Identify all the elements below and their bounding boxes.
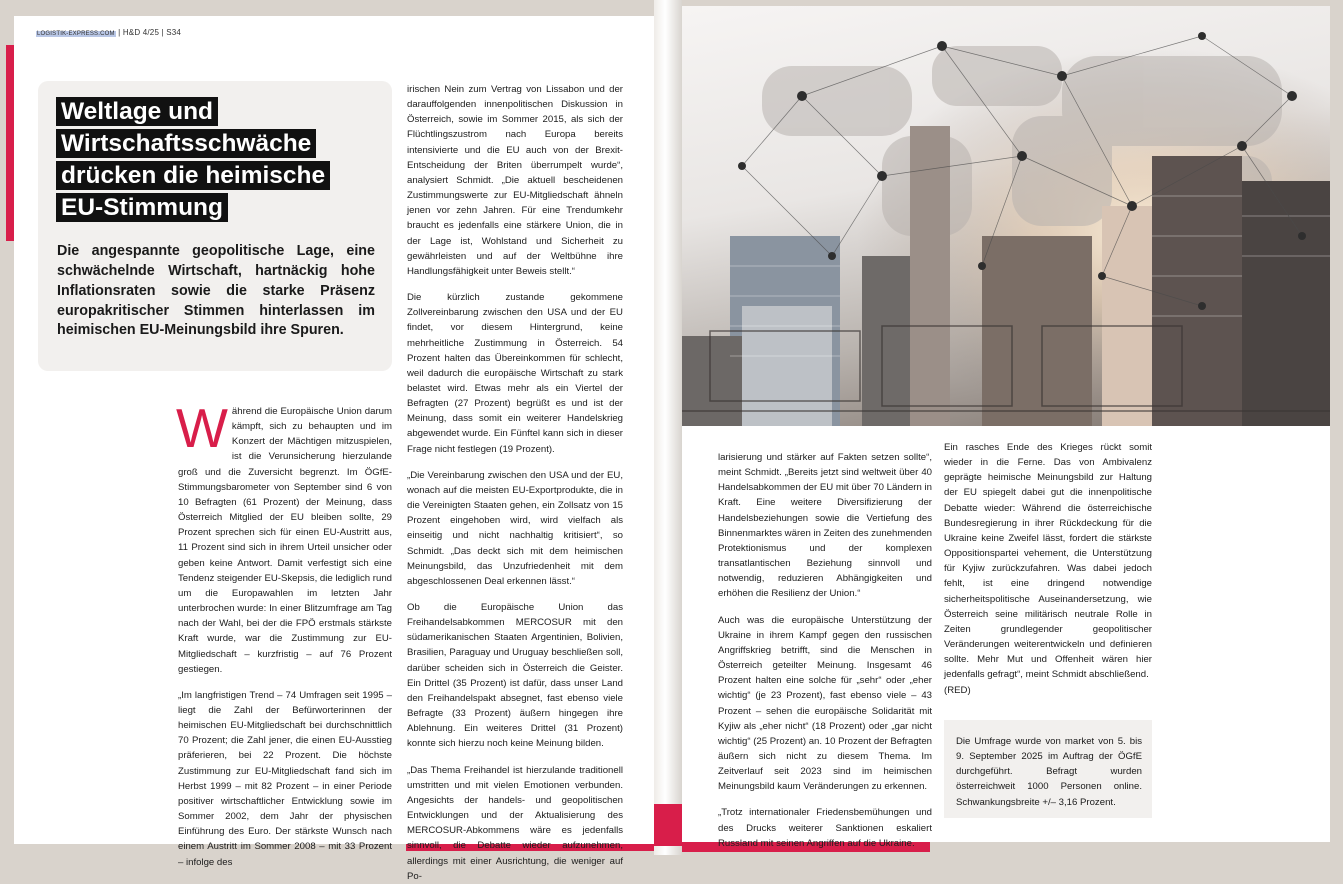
paragraph: Die kürzlich zustande gekommene Zollvereinbarung zwischen den USA und der EU findet, vor diesem Hintergrund, keine mehrheitliche Zustimmung in Österreich. 54 Prozent halten das Übereinkommen für schlecht, weil dadurch die europäische Wirtschaft zu stark belastet wird. Etwas mehr als ein Viertel der Befragten (27 Prozent) begrüßt es und ist der Meinung, dass somit ein weiterer Handelskrieg abgewendet wurde. Ein Fünftel kann sich in dieser Frage nicht festlegen (19 Prozent). — [407, 292, 623, 455]
paragraph: Ob die Europäische Union das Freihandelsabkommen MERCOSUR mit den südamerikanischen Staaten Argentinien, Bolivien, Brasilien, Paraguay und Uruguay beschließen soll, darüber scheiden sich in Österreich die Geister. Ein Drittel (35 Prozent) ist dafür, dass unser Land den Freihandelspakt absegnet, fast ebenso viele Befragte (33 Prozent) äußern hingegen ihre Ablehnung. Ein weiteres Drittel (31 Prozent) konnte sich hierzu noch keine Meinung bilden. — [407, 602, 623, 750]
paragraph-text: ährend die Europäische Union darum kämpft, sich zu behaupten und im Konzert der Mächtigen mitzuspielen, ist die Verunsicherung hierzulande groß und die Zuversicht begrenzt. Im ÖGfE-Stimmungsbarometer von September sind 6 von 10 Befragten (61 Prozent) der Meinung, dass Österreich Mitglied der EU bleiben sollte, 29 Prozent sprechen sich für einen EU-Austritt aus, 11 Prozent sind sich in ihrem Urteil unsicher oder geben keine Antwort. Damit verfestigt sich eine Tendenz steigender EU-Skepsis, die lediglich rund um die Europawahlen im letzten Jahr unterbrochen wurde: In einer Blitzumfrage am Tag nach der Wahl, bei der die FPÖ erstmals stärkste Kraft wurde, war die Zustimmung zur EU-Mitgliedschaft – kurzfristig – auf 76 Prozent gestiegen. — [178, 406, 392, 675]
standfirst: Die angespannte geopolitische Lage, eine schwächelnde Wirtschaft, hartnäckig hohe Inflationsraten sowie die starke Präsenz europakritischer Stimmen hinterlassen im heimischen EU-Meinungsbild ihre Spuren. — [57, 243, 375, 339]
headline — [56, 96, 376, 223]
headline-line-2: Wirtschaftsschwäche — [56, 129, 316, 158]
cityscape-network-photo — [682, 6, 1330, 426]
survey-info-text: Die Umfrage wurde von market von 5. bis 9. September 2025 im Auftrag der ÖGfE durchgeführt. Befragt wurden österreichweit 1000 Personen online. Schwankungsbreite +/– 3,16 Prozent. — [956, 736, 1142, 808]
headline-line-4: EU-Stimmung — [56, 193, 228, 222]
body-column-2 — [407, 82, 623, 884]
accent-bar-spine — [654, 804, 682, 846]
body-column-3 — [718, 450, 932, 851]
paragraph: Auch was die europäische Unterstützung der Ukraine in ihrem Kampf gegen den russischen Angriffskrieg betrifft, sind die Menschen in Österreich geteilter Meinung. Insgesamt 46 Prozent halten eine solche für „sehr“ oder „eher wichtig“ (je 23 Prozent), fast ebenso viele – 43 Prozent – sehen die europäische Solidarität mit Kyjiw als „eher nicht“ (18 Prozent) oder „gar nicht wichtig“ (25 Prozent) an. 10 Prozent der Befragten äußern sich nicht zu diesem Thema. Im Zeitverlauf seit 2023 sind im heimischen Meinungsbild kaum Veränderungen zu erkennen. — [718, 614, 932, 793]
paragraph: irischen Nein zum Vertrag von Lissabon und der darauffolgenden innenpolitischen Diskussion in Österreich, sowie im Sommer 2015, als sich der Flüchtlingszustrom nach Europa bereits intensivierte und die EU auch von der Brexit-Entscheidung der Briten überrumpelt wurde“, analysiert Schmidt. „Die aktuell bescheidenen Zustimmungswerte zur EU-Mitgliedschaft ähneln jenen vor zehn Jahren. Für eine Trendumkehr braucht es jedenfalls eine stärkere Union, die in der Lage ist, Wohlstand und Sicherheit zu gewährleisten und auf der Weltbühne ihre Handlungsfähigkeit unter Beweis stellt.“ — [407, 84, 623, 277]
headline-line-1: Weltlage und — [56, 97, 218, 126]
magazine-spine — [654, 0, 682, 855]
paragraph: Ein rasches Ende des Krieges rückt somit wieder in die Ferne. Das von Ambivalenz geprägte heimische Meinungsbild zur Haltung der EU spiegelt dabei gut die innenpolitische Debatte wieder: Während die österreichische Bundesregierung in ihrer Rückdeckung für die Ukraine keine Zweifel lässt, fordert die stärkste Oppositionspartei vehement, die Unterstützung für Kyjiw zurückzufahren. Was dabei jedoch fehlt, ist eine dringend notwendige sicherheitspolitische Auseinandersetzung, wie Österreich seine militärisch neutrale Rolle in Zeiten grundlegender geopolitischer Veränderungen weiterentwickeln und definieren sollte. Mehr Mut und Offenheit wären hier jedenfalls gefragt“, meint Schmidt abschließend. — [944, 442, 1152, 681]
paragraph: (RED) — [944, 684, 971, 696]
paragraph: larisierung und stärker auf Fakten setzen sollte“, meint Schmidt. „Bereits jetzt sind weltweit über 40 Handelsabkommen der EU mit über 70 Ländern in Kraft. Eine weitere Diversifizierung der Handelsbeziehungen sowie die Vertiefung des Binnenmarktes wären in Zeiten des zunehmenden Protektionismus und der komplexen transatlantischen Beziehung sinnvoll und notwendig, reduzieren Abhängigkeiten und erhöhen die Resilienz der Union.“ — [718, 452, 932, 600]
network-illustration — [682, 6, 1330, 426]
body-column-4 — [944, 440, 1152, 698]
paragraph: „Die Vereinbarung zwischen den USA und der EU, wonach auf die meisten EU-Exportprodukte, die in die Vereinigten Staaten gehen, ein Zollsatz von 15 Prozent eingehoben wird, wird vielfach als einseitig und nicht nachhaltig kritisiert“, so Schmidt. „Das deckt sich mit dem heimischen Meinungsbild, das Unzufriedenheit mit dem abgeschlossenen Deal erkennen lässt.“ — [407, 469, 623, 587]
survey-info-box — [944, 720, 1152, 818]
paragraph: „Im langfristigen Trend – 74 Umfragen seit 1995 – liegt die Zahl der Befürworterinnen der heimischen EU-Mitgliedschaft bei durchschnittlich 70 Prozent; die Zahl jener, die einen EU-Ausstieg präferieren, bei 22 Prozent. Die höchste Zustimmung zur EU-Mitgliedschaft fand sich im Herbst 1999 – mit 82 Prozent – in einer Periode positiver wirtschaftlicher Entwicklung sowie im Sommer 2002, dem Jahr der physischen Einführung des Euro. Der stärkste Wunsch nach einem Austritt im Sommer 2008 – mit 33 Prozent – infolge des — [178, 689, 392, 868]
folio-issue: | H&D 4/25 | S34 — [118, 28, 182, 37]
folio-site: LOGISTIK-EXPRESS.COM — [37, 31, 115, 37]
paragraph — [176, 397, 392, 677]
headline-line-3: drücken die heimische — [56, 161, 330, 190]
folio — [36, 28, 181, 37]
right-page — [682, 6, 1330, 849]
drop-cap: W — [176, 397, 228, 459]
paragraph: „Trotz internationaler Friedensbemühungen und des Drucks weiterer Sanktionen eskaliert Russland mit seinen Angriffen auf die Ukraine. — [718, 807, 932, 849]
left-page — [14, 16, 654, 882]
paragraph: „Das Thema Freihandel ist hierzulande traditionell umstritten und mit vielen Emotionen verbunden. Angesichts der handels- und geopolitischen Entwicklungen und der Aktualisierung des MERCOSUR-Abkommens wäre es jedenfalls sinnvoll, die Debatte wieder aufzunehmen, allerdings mit einer Ausrichtung, die weniger auf Po- — [407, 764, 623, 882]
body-column-1 — [176, 397, 392, 870]
